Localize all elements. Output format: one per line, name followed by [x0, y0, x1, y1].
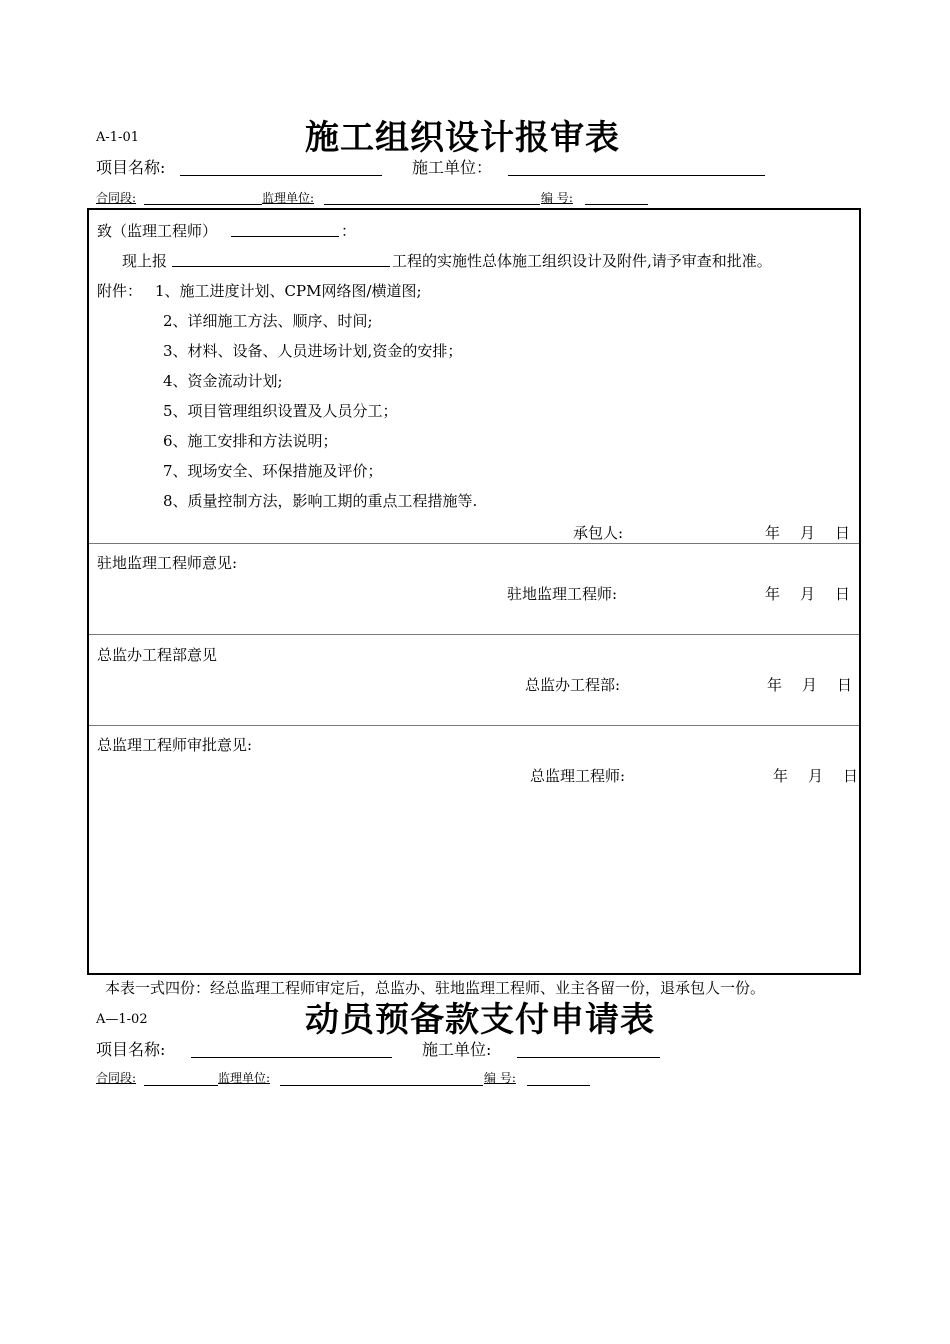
- project-name-field[interactable]: [191, 1057, 392, 1058]
- construction-unit-field[interactable]: [508, 175, 765, 176]
- contract-section-field[interactable]: [144, 204, 262, 205]
- supervision-unit-label: 监理单位:: [262, 191, 315, 205]
- month-label: 月: [808, 767, 824, 785]
- report-text: 工程的实施性总体施工组织设计及附件,请予审查和批准。: [392, 252, 772, 270]
- month-label: 月: [800, 524, 816, 542]
- attachments-label: 附件：: [97, 282, 143, 300]
- project-name-label: 项目名称:: [96, 158, 166, 177]
- year-label: 年: [767, 676, 783, 694]
- section-divider: [89, 634, 859, 635]
- attachment-item: 6、施工安排和方法说明；: [163, 432, 338, 450]
- attachment-item: 5、项目管理组织设置及人员分工；: [163, 402, 398, 420]
- attachment-item: 3、材料、设备、人员进场计划,资金的安排；: [163, 342, 463, 360]
- resident-engineer-signature-label: 驻地监理工程师:: [507, 585, 618, 603]
- year-label: 年: [765, 585, 781, 603]
- contractor-date: [745, 522, 850, 543]
- addressee-field[interactable]: [231, 236, 339, 237]
- month-label: 月: [802, 676, 818, 694]
- day-label: 日: [843, 767, 859, 785]
- construction-unit-field[interactable]: [517, 1057, 660, 1058]
- form-code: A—1-02: [96, 1012, 148, 1027]
- attachment-item: 7、现场安全、环保措施及评价；: [163, 462, 383, 480]
- attachment-item: 8、质量控制方法，影响工期的重点工程措施等.: [163, 492, 478, 510]
- contract-section-label: 合同段:: [96, 191, 137, 205]
- contract-section-field[interactable]: [144, 1085, 218, 1086]
- month-label: 月: [800, 585, 816, 603]
- number-label: 编 号:: [484, 1071, 516, 1085]
- attachment-item: 1、施工进度计划、CPM网络图/横道图;: [155, 282, 422, 300]
- chief-engineer-signature-label: 总监理工程师:: [530, 767, 626, 785]
- year-label: 年: [773, 767, 789, 785]
- addressee-colon: ：: [341, 222, 357, 240]
- number-label: 编 号:: [541, 191, 573, 205]
- supervision-unit-field[interactable]: [324, 204, 540, 205]
- supervision-unit-field[interactable]: [280, 1085, 483, 1086]
- section-divider: [89, 543, 859, 544]
- day-label: 日: [837, 676, 853, 694]
- attachment-item: 2、详细施工方法、顺序、时间;: [163, 312, 373, 330]
- report-prefix: 现上报: [122, 252, 168, 270]
- form-title: 动员预备款支付申请表: [305, 1000, 655, 1040]
- chief-engineer-opinion-label: 总监理工程师审批意见:: [97, 736, 253, 754]
- form-title: 施工组织设计报审表: [305, 118, 620, 158]
- day-label: 日: [835, 524, 851, 542]
- contract-section-label: 合同段:: [96, 1071, 137, 1085]
- number-field[interactable]: [585, 204, 648, 205]
- addressee-label: 致（监理工程师）: [97, 222, 218, 240]
- chief-engineer-date: [753, 765, 858, 786]
- project-name-label: 项目名称:: [96, 1040, 166, 1059]
- supervision-unit-label: 监理单位:: [218, 1071, 271, 1085]
- construction-unit-label: 施工单位:: [422, 1040, 492, 1059]
- construction-unit-label: 施工单位：: [412, 158, 493, 177]
- attachment-item: 4、资金流动计划;: [163, 372, 283, 390]
- chief-office-opinion-label: 总监办工程部意见: [97, 646, 218, 664]
- chief-office-signature-label: 总监办工程部:: [525, 676, 621, 694]
- resident-opinion-label: 驻地监理工程师意见:: [97, 554, 238, 572]
- project-name-field[interactable]: [180, 175, 382, 176]
- project-report-field[interactable]: [172, 266, 390, 267]
- chief-office-date: [747, 674, 852, 695]
- year-label: 年: [765, 524, 781, 542]
- form-code: A-1-01: [96, 130, 139, 145]
- approval-form-box: [87, 208, 861, 975]
- number-field[interactable]: [527, 1085, 590, 1086]
- contractor-signature-label: 承包人:: [573, 524, 624, 542]
- resident-engineer-date: [745, 583, 850, 604]
- form-footnote: 本表一式四份：经总监理工程师审定后，总监办、驻地监理工程师、业主各留一份，退承包人一份。: [105, 979, 766, 997]
- day-label: 日: [835, 585, 851, 603]
- section-divider: [89, 725, 859, 726]
